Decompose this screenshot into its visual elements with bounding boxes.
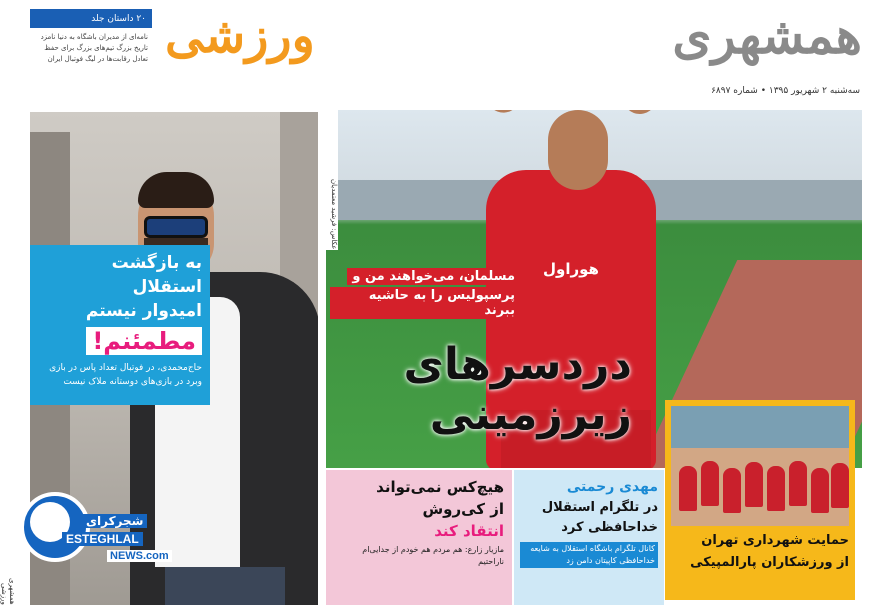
pink-headline-line1: هیچ‌کس نمی‌تواند xyxy=(376,478,504,496)
team-member-figure xyxy=(811,468,829,513)
team-member-figure xyxy=(831,463,849,508)
team-member-figure xyxy=(723,468,741,513)
team-caption-line1: حمایت شهرداری تهران xyxy=(701,533,849,548)
blue-story-box[interactable] xyxy=(514,470,664,605)
teaser-box xyxy=(30,9,152,107)
teaser-heading: ۲۰ داستان جلد xyxy=(30,12,152,28)
team-member-figure xyxy=(701,461,719,506)
photo-credit: عکاس: فرشید معتمدیان xyxy=(326,110,338,250)
sport-logo: ورزشی xyxy=(165,8,315,64)
left-headline-sub: حاج‌محمدی، در فوتبال تعداد پاس در بازی وبرد در بازی‌های دوستانه ملاک نیست xyxy=(49,363,202,387)
newspaper-logo: همشهری xyxy=(672,6,862,65)
pink-story-box[interactable] xyxy=(326,470,512,605)
player-arm-right xyxy=(616,110,790,121)
left-headline-box[interactable] xyxy=(30,245,210,405)
main-teaser-line1: مسلمان، می‌خواهند من و xyxy=(347,268,520,285)
player-arm-left xyxy=(378,110,527,120)
watermark-news-text: NEWS.com xyxy=(107,550,172,562)
main-headline-line1: دردسرهای xyxy=(403,339,632,390)
blue-sub: کانال تلگرام باشگاه استقلال به شایعه خداحافظی کاپیتان دامن زد xyxy=(520,542,658,568)
watermark-logo xyxy=(12,492,169,592)
main-teaser[interactable] xyxy=(330,265,520,321)
man-jeans xyxy=(165,567,285,605)
team-box[interactable] xyxy=(665,400,855,600)
team-caption xyxy=(671,530,849,574)
left-headline-highlight: مطمئنم! xyxy=(86,327,202,355)
player-head xyxy=(548,110,608,190)
pink-sub: مازیار زارع: هم مردم هم خودم از جدایی‌ام ناراحتیم xyxy=(362,545,504,566)
blue-headline-line2: خداحافظی کرد xyxy=(561,520,658,535)
jersey-sponsor: هوراول xyxy=(543,260,599,278)
team-member-figure xyxy=(789,461,807,506)
team-member-figure xyxy=(679,466,697,511)
team-photo xyxy=(671,406,849,526)
issue-date-line: سه‌شنبه ۲ شهریور ۱۳۹۵ • شماره ۶۸۹۷ xyxy=(711,86,860,96)
watermark-fa-text: شجرکرای xyxy=(82,514,147,528)
man-hair xyxy=(138,172,214,208)
page-footer-label: همشهری ورزشی xyxy=(0,578,16,605)
left-headline-line2: امیدوار نیستم xyxy=(85,301,202,321)
watermark-en-text: ESTEGHLAL xyxy=(62,532,143,546)
left-headline-line1: به بازگشت استقلال xyxy=(111,253,202,297)
team-caption-line2: از ورزشکاران پارالمپیکی xyxy=(690,555,849,570)
main-teaser-line2: پرسپولیس را به حاشیه ببرند xyxy=(330,287,520,319)
sunglasses-icon xyxy=(144,216,208,238)
team-member-figure xyxy=(745,462,763,507)
pink-headline-line3: انتقاد کند xyxy=(434,522,504,540)
main-headline-line2: زیرزمینی xyxy=(429,389,632,440)
team-member-figure xyxy=(767,466,785,511)
main-headline[interactable] xyxy=(332,340,632,440)
teaser-text: نامه‌ای از مدیران باشگاه به دنیا نامزد تاریخ بزرگ تیم‌های بزرگ برای حفظ تعادل رقابت‌ها در لیگ فوتبال ایران xyxy=(40,33,148,63)
pink-headline-line2: از کی‌روش xyxy=(422,500,504,518)
blue-name: مهدی رحمتی xyxy=(566,479,658,495)
blue-headline-line1: در تلگرام استقلال xyxy=(541,500,658,515)
